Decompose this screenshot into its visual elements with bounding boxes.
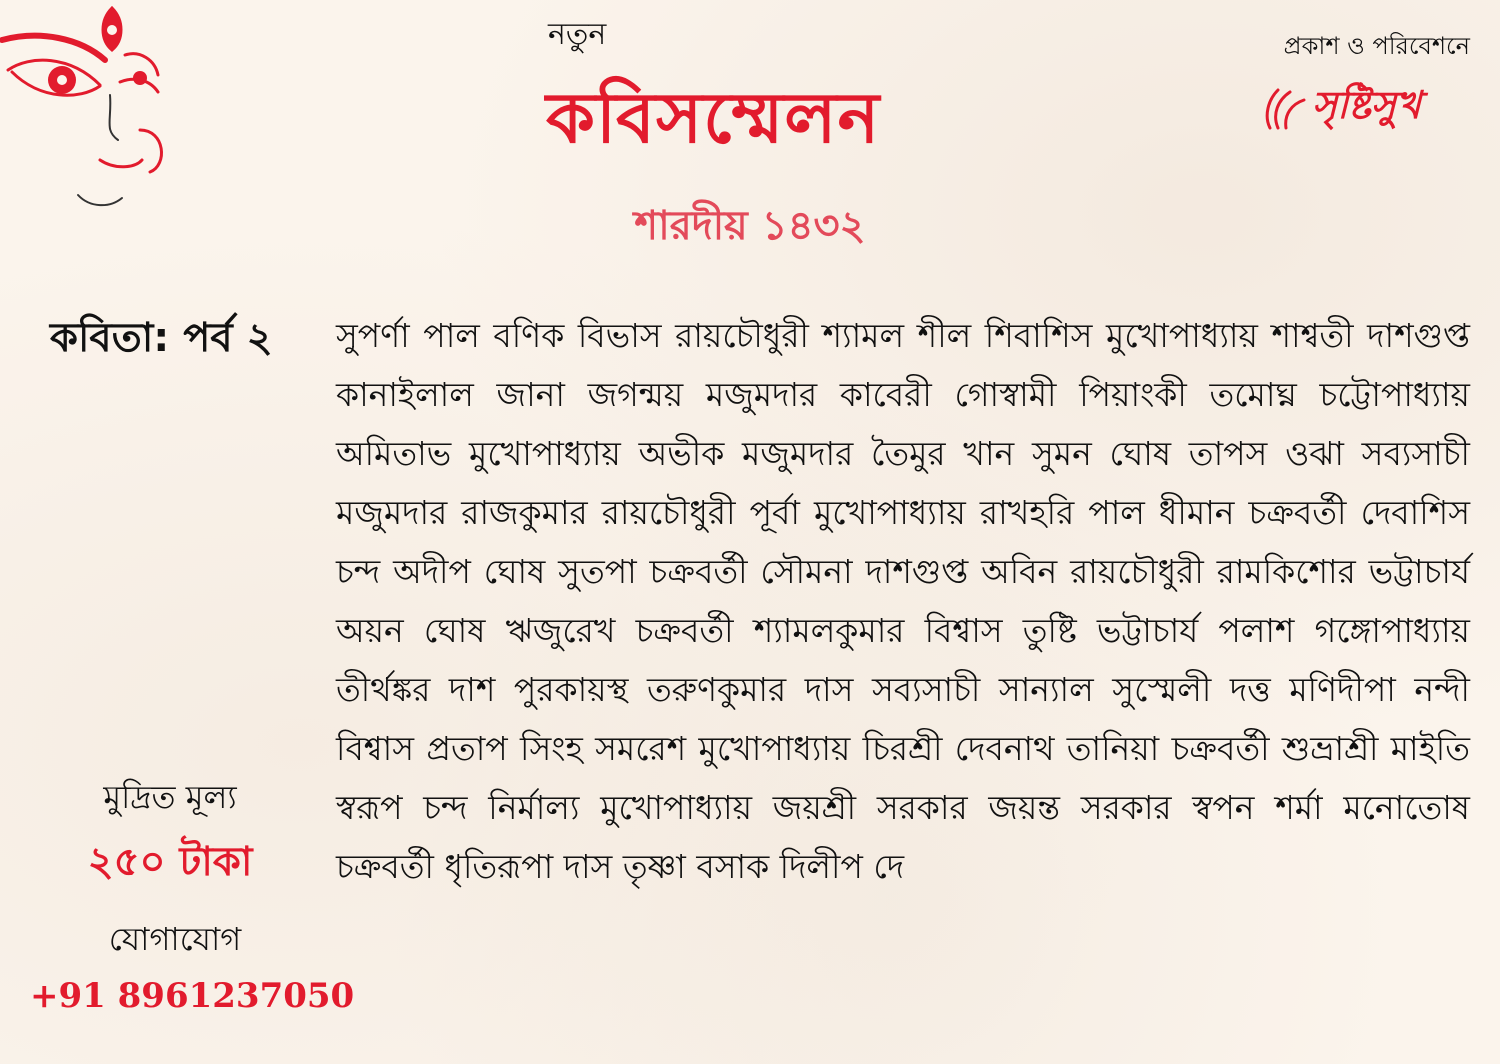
publisher-logo [1262,76,1462,140]
contact-block [30,914,355,1016]
publisher-caption: প্রকাশ ও পরিবেশনে [1283,32,1470,60]
goddess-face-icon [0,0,180,220]
publisher-name: সৃষ্টিসুখ [1312,82,1421,127]
header-kicker: নতুন [548,17,607,52]
flame-leaf-icon [1262,82,1308,132]
price-value: ২৫০ টাকা [87,839,253,885]
contact-label: যোগাযোগ [108,920,242,958]
price-label: মুদ্রিত মূল্য [103,778,237,816]
contact-phone: +91 8961237050 [30,976,355,1016]
poet-list: সুপর্ণা পাল বণিক বিভাস রায়চৌধুরী শ্যামল শীল শিবাশিস মুখোপাধ্যায় শাশ্বতী দাশগুপ্ত কানাইলাল জানা জগন্ময় মজুমদার কাবেরী গোস্বামী পিয়াংকী তমোঘ্ন চট্টোপাধ্যায় অমিতাভ মুখোপাধ্যায় অভীক মজুমদার তৈমুর খান সুমন ঘোষ তাপস ওঝা সব্যসাচী মজুমদার রাজকুমার রায়চৌধুরী পূর্বা মুখোপাধ্যায় রাখহরি পাল ধীমান চক্রবর্তী দেবাশিস চন্দ অদীপ ঘোষ সুতপা চক্রবর্তী সৌমনা দাশগুপ্ত অবিন রায়চৌধুরী রামকিশোর ভট্টাচার্য অয়ন ঘোষ ঋজুরেখ চক্রবর্তী শ্যামলকুমার বিশ্বাস তুষ্টি ভট্টাচার্য পলাশ গঙ্গোপাধ্যায় তীর্থঙ্কর দাশ পুরকায়স্থ তরুণকুমার দাস সব্যসাচী সান্যাল সুস্মেলী দত্ত মণিদীপা নন্দী বিশ্বাস প্রতাপ সিংহ সমরেশ মুখোপাধ্যায় চিরশ্রী দেবনাথ তানিয়া চক্রবর্তী শুভ্রাশ্রী মাইতি স্বরূপ চন্দ নির্মাল্য মুখোপাধ্যায় জয়শ্রী সরকার জয়ন্ত সরকার স্বপন শর্মা মনোতোষ চক্রবর্তী ধৃতিরূপা দাস তৃষ্ণা বসাক দিলীপ দে [336,316,1470,886]
section-heading: কবিতা: পর্ব ২ [50,315,273,361]
price-block [30,772,310,897]
edition-subtitle: শারদীয় ১৪৩২ [634,203,866,249]
page-title: কবিসম্মেলন [546,77,881,159]
